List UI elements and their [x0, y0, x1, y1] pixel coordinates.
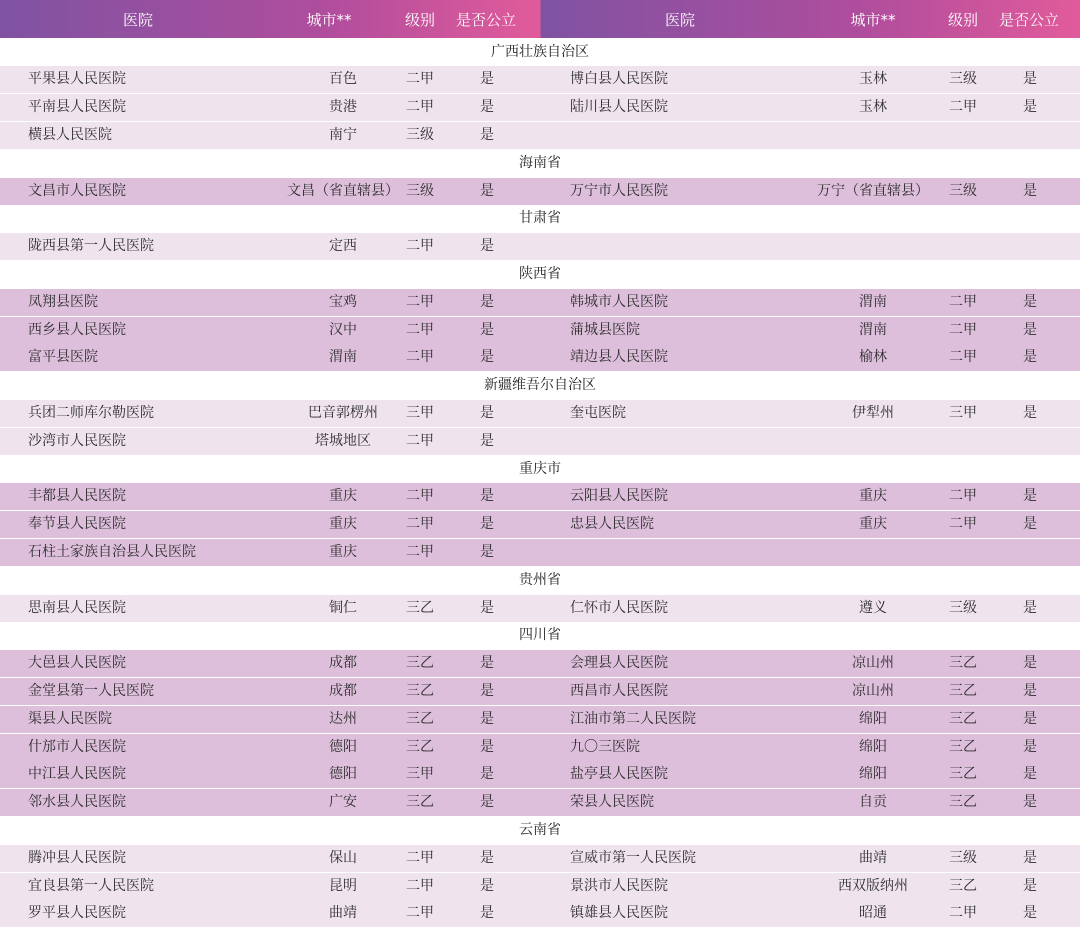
right-hospital-name: 仁怀市人民医院 [570, 599, 668, 616]
left-hospital-name: 丰都县人民医院 [28, 488, 126, 505]
header-hospital-left: 医院 [122, 11, 153, 29]
header-level-left: 级别 [404, 11, 435, 29]
right-hospital-name: 镇雄县人民医院 [570, 905, 668, 922]
left-city: 重庆 [329, 516, 357, 533]
left-level: 三乙 [406, 794, 434, 811]
left-city: 重庆 [329, 488, 357, 505]
table-row [0, 428, 1080, 455]
left-hospital-name: 沙湾市人民医院 [28, 432, 126, 449]
section-heading-row [0, 205, 1080, 232]
left-level: 三乙 [406, 710, 434, 727]
left-is-public: 是 [480, 99, 494, 116]
table-row [0, 595, 1080, 622]
table-row [0, 122, 1080, 149]
right-city: 曲靖 [859, 849, 887, 866]
left-is-public: 是 [480, 349, 494, 366]
right-city: 玉林 [859, 71, 887, 88]
section-heading-row [0, 817, 1080, 844]
left-hospital-name: 邻水县人民医院 [28, 794, 126, 811]
province-heading: 海南省 [519, 154, 561, 171]
right-is-public: 是 [1023, 905, 1037, 922]
left-is-public: 是 [480, 71, 494, 88]
left-level: 三乙 [406, 599, 434, 616]
section-heading-row [0, 150, 1080, 177]
left-hospital-name: 西乡县人民医院 [28, 321, 126, 338]
left-is-public: 是 [480, 543, 494, 560]
right-level: 三级 [949, 849, 977, 866]
left-hospital-name: 兵团二师库尔勒医院 [28, 404, 154, 421]
table-row [0, 873, 1080, 900]
header-public-right: 是否公立 [998, 11, 1059, 29]
right-is-public: 是 [1023, 349, 1037, 366]
right-level: 二甲 [949, 293, 977, 310]
left-city: 曲靖 [329, 905, 357, 922]
table-row [0, 706, 1080, 733]
right-city: 遵义 [859, 599, 887, 616]
left-hospital-name: 陇西县第一人民医院 [28, 238, 154, 255]
left-level: 二甲 [406, 849, 434, 866]
right-level: 二甲 [949, 488, 977, 505]
left-city: 百色 [329, 71, 357, 88]
province-heading: 陕西省 [519, 265, 561, 282]
table-row [0, 317, 1080, 344]
right-city: 绵阳 [859, 738, 887, 755]
right-city: 重庆 [859, 488, 887, 505]
right-level: 三乙 [949, 682, 977, 699]
right-is-public: 是 [1023, 682, 1037, 699]
right-city: 凉山州 [852, 682, 894, 699]
left-hospital-name: 文昌市人民医院 [28, 182, 126, 199]
right-hospital-name: 会理县人民医院 [570, 655, 668, 672]
right-city: 绵阳 [859, 710, 887, 727]
left-hospital-name: 罗平县人民医院 [28, 905, 126, 922]
table-row [0, 845, 1080, 872]
left-hospital-name: 平南县人民医院 [28, 99, 126, 116]
right-hospital-name: 奎屯医院 [570, 404, 626, 421]
header-city-left: 城市** [306, 11, 352, 29]
left-city: 巴音郭楞州 [308, 404, 378, 421]
left-city: 保山 [329, 849, 357, 866]
table-row [0, 178, 1080, 205]
left-city: 铜仁 [329, 599, 357, 616]
left-city: 德阳 [329, 738, 357, 755]
left-level: 二甲 [406, 99, 434, 116]
right-hospital-name: 博白县人民医院 [570, 71, 668, 88]
right-level: 三乙 [949, 710, 977, 727]
table-row [0, 289, 1080, 316]
right-hospital-name: 陆川县人民医院 [570, 99, 668, 116]
right-city: 自贡 [859, 794, 887, 811]
left-city: 塔城地区 [315, 432, 371, 449]
right-city: 榆林 [859, 349, 887, 366]
right-hospital-name: 云阳县人民医院 [570, 488, 668, 505]
section-heading-row [0, 622, 1080, 649]
section-heading-row [0, 39, 1080, 66]
left-level: 二甲 [406, 349, 434, 366]
left-city: 宝鸡 [329, 293, 357, 310]
right-level: 二甲 [949, 349, 977, 366]
left-is-public: 是 [480, 738, 494, 755]
right-is-public: 是 [1023, 738, 1037, 755]
right-is-public: 是 [1023, 71, 1037, 88]
right-level: 三乙 [949, 655, 977, 672]
table-row [0, 678, 1080, 705]
left-hospital-name: 渠县人民医院 [28, 710, 112, 727]
left-city: 成都 [329, 655, 357, 672]
right-hospital-name: 忠县人民医院 [570, 516, 654, 533]
left-city: 重庆 [329, 543, 357, 560]
province-heading: 重庆市 [519, 460, 561, 477]
right-hospital-name: 万宁市人民医院 [570, 182, 668, 199]
right-hospital-name: 景洪市人民医院 [570, 877, 668, 894]
right-is-public: 是 [1023, 599, 1037, 616]
right-level: 二甲 [949, 321, 977, 338]
left-hospital-name: 富平县医院 [28, 349, 98, 366]
left-is-public: 是 [480, 877, 494, 894]
left-level: 二甲 [406, 488, 434, 505]
left-city: 渭南 [329, 349, 357, 366]
left-hospital-name: 平果县人民医院 [28, 71, 126, 88]
header-public-left: 是否公立 [455, 11, 516, 29]
header-hospital-right: 医院 [664, 11, 695, 29]
left-city: 成都 [329, 682, 357, 699]
right-level: 三级 [949, 71, 977, 88]
province-heading: 甘肃省 [519, 210, 561, 227]
right-is-public: 是 [1023, 794, 1037, 811]
right-is-public: 是 [1023, 404, 1037, 421]
right-is-public: 是 [1023, 182, 1037, 199]
right-hospital-name: 江油市第二人民医院 [570, 710, 696, 727]
province-heading: 云南省 [519, 821, 561, 838]
left-level: 二甲 [406, 877, 434, 894]
left-level: 二甲 [406, 71, 434, 88]
left-hospital-name: 大邑县人民医院 [28, 655, 126, 672]
table-row [0, 900, 1080, 927]
left-is-public: 是 [480, 599, 494, 616]
table-header [0, 0, 1080, 38]
left-level: 三甲 [406, 404, 434, 421]
left-level: 三级 [406, 126, 434, 143]
right-level: 三乙 [949, 794, 977, 811]
table-row [0, 400, 1080, 427]
left-city: 文昌（省直辖县） [287, 182, 399, 199]
section-heading-row [0, 372, 1080, 399]
province-heading: 四川省 [519, 627, 561, 644]
table-row [0, 344, 1080, 371]
left-is-public: 是 [480, 293, 494, 310]
province-heading: 贵州省 [519, 571, 561, 588]
left-level: 三乙 [406, 655, 434, 672]
header-city-right: 城市** [850, 11, 896, 29]
section-heading-row [0, 456, 1080, 483]
left-hospital-name: 横县人民医院 [28, 126, 112, 143]
left-is-public: 是 [480, 404, 494, 421]
left-is-public: 是 [480, 766, 494, 783]
right-is-public: 是 [1023, 488, 1037, 505]
left-hospital-name: 什邡市人民医院 [28, 738, 126, 755]
right-hospital-name: 九〇三医院 [570, 738, 640, 755]
left-is-public: 是 [480, 432, 494, 449]
right-level: 三乙 [949, 766, 977, 783]
left-hospital-name: 腾冲县人民医院 [28, 849, 126, 866]
left-is-public: 是 [480, 794, 494, 811]
right-is-public: 是 [1023, 655, 1037, 672]
right-level: 三乙 [949, 738, 977, 755]
right-is-public: 是 [1023, 516, 1037, 533]
left-is-public: 是 [480, 516, 494, 533]
left-city: 汉中 [329, 321, 357, 338]
left-is-public: 是 [480, 905, 494, 922]
left-level: 二甲 [406, 432, 434, 449]
right-is-public: 是 [1023, 849, 1037, 866]
left-city: 广安 [329, 794, 357, 811]
right-city: 伊犁州 [852, 404, 894, 421]
left-is-public: 是 [480, 182, 494, 199]
right-city: 凉山州 [852, 655, 894, 672]
right-level: 二甲 [949, 516, 977, 533]
right-hospital-name: 荣县人民医院 [570, 794, 654, 811]
province-heading: 新疆维吾尔自治区 [484, 377, 596, 394]
right-city: 渭南 [859, 293, 887, 310]
table-row [0, 66, 1080, 93]
table-row [0, 94, 1080, 121]
right-hospital-name: 盐亭县人民医院 [570, 766, 668, 783]
right-level: 三乙 [949, 877, 977, 894]
table-row [0, 483, 1080, 510]
section-heading-row [0, 567, 1080, 594]
right-city: 西双版纳州 [838, 877, 908, 894]
section-heading-row [0, 261, 1080, 288]
left-hospital-name: 思南县人民医院 [28, 599, 126, 616]
left-city: 昆明 [329, 877, 357, 894]
left-is-public: 是 [480, 126, 494, 143]
right-hospital-name: 韩城市人民医院 [570, 293, 668, 310]
right-level: 三甲 [949, 404, 977, 421]
right-hospital-name: 西昌市人民医院 [570, 682, 668, 699]
left-city: 达州 [329, 710, 357, 727]
table-row [0, 650, 1080, 677]
table-row [0, 734, 1080, 761]
right-is-public: 是 [1023, 766, 1037, 783]
right-level: 三级 [949, 182, 977, 199]
left-level: 二甲 [406, 321, 434, 338]
province-heading: 广西壮族自治区 [491, 43, 589, 60]
left-is-public: 是 [480, 710, 494, 727]
left-city: 南宁 [329, 126, 357, 143]
left-level: 三乙 [406, 738, 434, 755]
right-is-public: 是 [1023, 710, 1037, 727]
left-hospital-name: 石柱土家族自治县人民医院 [28, 543, 196, 560]
left-hospital-name: 凤翔县医院 [28, 293, 98, 310]
right-city: 重庆 [859, 516, 887, 533]
left-hospital-name: 金堂县第一人民医院 [28, 682, 154, 699]
header-level-right: 级别 [947, 11, 978, 29]
right-level: 二甲 [949, 99, 977, 116]
right-is-public: 是 [1023, 877, 1037, 894]
left-hospital-name: 奉节县人民医院 [28, 516, 126, 533]
left-is-public: 是 [480, 849, 494, 866]
right-city: 渭南 [859, 321, 887, 338]
left-level: 二甲 [406, 905, 434, 922]
right-hospital-name: 靖边县人民医院 [570, 349, 668, 366]
right-level: 二甲 [949, 905, 977, 922]
left-is-public: 是 [480, 682, 494, 699]
left-is-public: 是 [480, 655, 494, 672]
left-level: 三级 [406, 182, 434, 199]
left-city: 贵港 [329, 99, 357, 116]
left-is-public: 是 [480, 488, 494, 505]
left-is-public: 是 [480, 238, 494, 255]
left-level: 二甲 [406, 543, 434, 560]
left-is-public: 是 [480, 321, 494, 338]
right-hospital-name: 宣威市第一人民医院 [570, 849, 696, 866]
left-level: 三甲 [406, 766, 434, 783]
right-is-public: 是 [1023, 99, 1037, 116]
right-city: 玉林 [859, 99, 887, 116]
table-row [0, 511, 1080, 538]
left-level: 二甲 [406, 238, 434, 255]
right-hospital-name: 蒲城县医院 [570, 321, 640, 338]
right-level: 三级 [949, 599, 977, 616]
left-level: 三乙 [406, 682, 434, 699]
table-row [0, 761, 1080, 788]
right-is-public: 是 [1023, 321, 1037, 338]
left-level: 二甲 [406, 293, 434, 310]
left-hospital-name: 中江县人民医院 [28, 766, 126, 783]
right-city: 万宁（省直辖县） [817, 182, 929, 199]
table-row [0, 789, 1080, 816]
left-city: 德阳 [329, 766, 357, 783]
left-level: 二甲 [406, 516, 434, 533]
table-row [0, 539, 1080, 566]
left-city: 定西 [329, 238, 357, 255]
right-is-public: 是 [1023, 293, 1037, 310]
left-hospital-name: 宜良县第一人民医院 [28, 877, 154, 894]
table-row [0, 233, 1080, 260]
right-city: 绵阳 [859, 766, 887, 783]
right-city: 昭通 [859, 905, 887, 922]
